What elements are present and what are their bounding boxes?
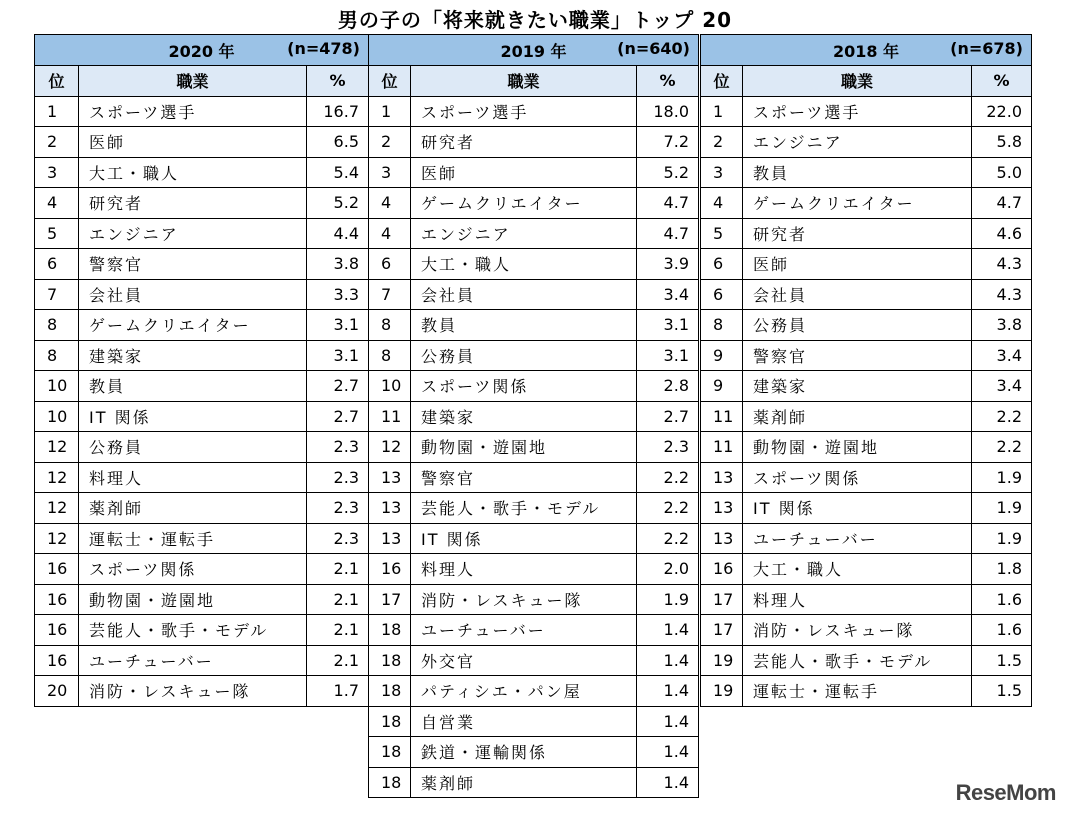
percent-cell: 7.2 [637, 127, 699, 158]
table-row [35, 401, 369, 432]
table-row [35, 432, 369, 463]
rank-cell: 4 [369, 188, 411, 219]
rank-column-header: 位 [369, 66, 411, 97]
job-cell: 建築家 [79, 340, 307, 371]
percent-cell: 2.1 [307, 584, 369, 615]
table-row [369, 279, 699, 310]
job-cell: IT 関係 [411, 523, 637, 554]
rank-cell: 2 [369, 127, 411, 158]
table-row [701, 584, 1032, 615]
table-2019 [368, 34, 699, 798]
table-row [35, 645, 369, 676]
percent-cell: 2.3 [307, 432, 369, 463]
rank-cell: 4 [369, 218, 411, 249]
job-cell: 動物園・遊園地 [79, 584, 307, 615]
rank-cell: 4 [701, 188, 743, 219]
rank-cell: 18 [369, 676, 411, 707]
table-row [35, 371, 369, 402]
rank-cell: 17 [701, 584, 743, 615]
percent-cell: 5.8 [972, 127, 1032, 158]
sample-size: (n=478) [287, 38, 360, 58]
percent-cell: 2.3 [307, 462, 369, 493]
rank-cell: 18 [369, 615, 411, 646]
job-cell: 公務員 [79, 432, 307, 463]
table-row [701, 493, 1032, 524]
table-row [701, 188, 1032, 219]
rank-cell: 12 [35, 523, 79, 554]
table-row [369, 584, 699, 615]
rank-cell: 16 [35, 554, 79, 585]
rank-cell: 10 [369, 371, 411, 402]
rank-cell: 8 [35, 310, 79, 341]
table-row [369, 249, 699, 280]
job-cell: 医師 [743, 249, 972, 280]
job-cell: エンジニア [743, 127, 972, 158]
percent-cell: 2.2 [637, 523, 699, 554]
job-cell: 動物園・遊園地 [411, 432, 637, 463]
table-row [369, 493, 699, 524]
rank-cell: 16 [35, 584, 79, 615]
rank-cell: 2 [35, 127, 79, 158]
percent-cell: 1.4 [637, 676, 699, 707]
table-row [701, 615, 1032, 646]
rank-cell: 18 [369, 737, 411, 768]
job-cell: 教員 [743, 157, 972, 188]
table-row [369, 523, 699, 554]
percent-column-header: % [637, 66, 699, 97]
table-row [35, 554, 369, 585]
table-row [35, 279, 369, 310]
job-cell: 消防・レスキュー隊 [79, 676, 307, 707]
table-row [369, 188, 699, 219]
rank-cell: 10 [35, 401, 79, 432]
percent-cell: 4.4 [307, 218, 369, 249]
job-cell: 公務員 [411, 340, 637, 371]
year-label: 2019 年 [500, 41, 567, 61]
job-cell: 料理人 [743, 584, 972, 615]
rank-cell: 5 [701, 218, 743, 249]
job-column-header: 職業 [411, 66, 637, 97]
table-row [369, 127, 699, 158]
job-cell: 会社員 [743, 279, 972, 310]
rank-cell: 7 [35, 279, 79, 310]
rank-cell: 8 [369, 310, 411, 341]
rank-cell: 13 [369, 462, 411, 493]
job-cell: 鉄道・運輸関係 [411, 737, 637, 768]
rank-cell: 5 [35, 218, 79, 249]
table-row [35, 676, 369, 707]
job-cell: 教員 [79, 371, 307, 402]
table-row [369, 737, 699, 768]
job-cell: 公務員 [743, 310, 972, 341]
table-2018 [700, 34, 1032, 707]
table-row [701, 340, 1032, 371]
table-row [35, 310, 369, 341]
table-row [369, 462, 699, 493]
table-row [701, 371, 1032, 402]
job-cell: 芸能人・歌手・モデル [79, 615, 307, 646]
percent-cell: 2.7 [307, 401, 369, 432]
percent-cell: 3.4 [637, 279, 699, 310]
table-row [701, 645, 1032, 676]
percent-cell: 18.0 [637, 96, 699, 127]
rank-cell: 12 [35, 462, 79, 493]
table-row [35, 96, 369, 127]
percent-cell: 3.4 [972, 371, 1032, 402]
percent-cell: 1.9 [972, 462, 1032, 493]
job-cell: 料理人 [411, 554, 637, 585]
job-cell: ゲームクリエイター [79, 310, 307, 341]
job-cell: スポーツ選手 [79, 96, 307, 127]
rank-cell: 20 [35, 676, 79, 707]
table-row [35, 340, 369, 371]
rank-cell: 13 [369, 493, 411, 524]
job-cell: 外交官 [411, 645, 637, 676]
percent-cell: 4.6 [972, 218, 1032, 249]
table-row [369, 554, 699, 585]
rank-cell: 13 [701, 462, 743, 493]
job-cell: 医師 [411, 157, 637, 188]
job-cell: 大工・職人 [411, 249, 637, 280]
table-row [369, 767, 699, 798]
rank-cell: 16 [35, 645, 79, 676]
table-row [369, 218, 699, 249]
percent-cell: 5.4 [307, 157, 369, 188]
percent-cell: 4.3 [972, 249, 1032, 280]
percent-cell: 2.2 [972, 401, 1032, 432]
table-row [701, 157, 1032, 188]
job-cell: スポーツ選手 [743, 96, 972, 127]
percent-column-header: % [307, 66, 369, 97]
table-row [35, 523, 369, 554]
table-row [369, 96, 699, 127]
table-row [35, 493, 369, 524]
job-cell: 芸能人・歌手・モデル [411, 493, 637, 524]
job-cell: ユーチューバー [411, 615, 637, 646]
table-row [701, 676, 1032, 707]
percent-cell: 2.3 [637, 432, 699, 463]
job-cell: 研究者 [411, 127, 637, 158]
percent-cell: 3.1 [637, 340, 699, 371]
job-cell: エンジニア [79, 218, 307, 249]
rank-column-header: 位 [35, 66, 79, 97]
job-cell: 運転士・運転手 [79, 523, 307, 554]
table-row [701, 127, 1032, 158]
percent-cell: 1.9 [972, 493, 1032, 524]
table-row [369, 157, 699, 188]
percent-cell: 1.4 [637, 645, 699, 676]
job-cell: 運転士・運転手 [743, 676, 972, 707]
percent-cell: 3.8 [972, 310, 1032, 341]
rank-cell: 8 [701, 310, 743, 341]
percent-cell: 3.1 [637, 310, 699, 341]
table-row [369, 615, 699, 646]
rank-cell: 2 [701, 127, 743, 158]
table-row [369, 676, 699, 707]
table-row [35, 157, 369, 188]
page-title: 男の子の「将来就きたい職業」トップ 20 [337, 8, 733, 32]
percent-cell: 2.8 [637, 371, 699, 402]
rank-cell: 1 [369, 96, 411, 127]
rank-cell: 6 [701, 279, 743, 310]
table-row [701, 310, 1032, 341]
rank-cell: 13 [369, 523, 411, 554]
percent-cell: 1.4 [637, 737, 699, 768]
rank-cell: 8 [35, 340, 79, 371]
percent-cell: 2.3 [307, 493, 369, 524]
rank-cell: 13 [701, 493, 743, 524]
percent-column-header: % [972, 66, 1032, 97]
job-column-header: 職業 [79, 66, 307, 97]
job-cell: 動物園・遊園地 [743, 432, 972, 463]
job-cell: 会社員 [411, 279, 637, 310]
rank-cell: 6 [701, 249, 743, 280]
percent-cell: 2.2 [637, 462, 699, 493]
percent-cell: 2.7 [637, 401, 699, 432]
resemom-logo: ReseMom [955, 780, 1056, 805]
year-header [369, 35, 699, 66]
job-cell: ユーチューバー [79, 645, 307, 676]
table-row [369, 706, 699, 737]
percent-cell: 3.1 [307, 310, 369, 341]
rank-cell: 6 [35, 249, 79, 280]
year-label: 2020 年 [168, 41, 235, 61]
percent-cell: 3.1 [307, 340, 369, 371]
table-row [701, 432, 1032, 463]
percent-cell: 1.4 [637, 615, 699, 646]
job-cell: 警察官 [79, 249, 307, 280]
job-cell: 医師 [79, 127, 307, 158]
rank-cell: 18 [369, 767, 411, 798]
percent-cell: 1.5 [972, 645, 1032, 676]
table-row [701, 401, 1032, 432]
sample-size: (n=678) [950, 38, 1023, 58]
table-row [701, 462, 1032, 493]
rank-cell: 3 [701, 157, 743, 188]
table-2020 [34, 34, 369, 707]
table-row [701, 279, 1032, 310]
percent-cell: 1.4 [637, 706, 699, 737]
table-row [369, 432, 699, 463]
job-cell: 研究者 [743, 218, 972, 249]
job-column-header: 職業 [743, 66, 972, 97]
percent-cell: 3.9 [637, 249, 699, 280]
rank-cell: 12 [35, 493, 79, 524]
job-cell: IT 関係 [79, 401, 307, 432]
percent-cell: 2.2 [637, 493, 699, 524]
table-row [369, 310, 699, 341]
job-cell: 芸能人・歌手・モデル [743, 645, 972, 676]
percent-cell: 1.7 [307, 676, 369, 707]
job-cell: パティシエ・パン屋 [411, 676, 637, 707]
job-cell: 消防・レスキュー隊 [411, 584, 637, 615]
percent-cell: 1.9 [972, 523, 1032, 554]
table-row [369, 340, 699, 371]
percent-cell: 4.7 [637, 188, 699, 219]
rank-cell: 12 [35, 432, 79, 463]
year-header [701, 35, 1032, 66]
percent-cell: 5.2 [307, 188, 369, 219]
rank-cell: 6 [369, 249, 411, 280]
percent-cell: 1.6 [972, 615, 1032, 646]
sample-size: (n=640) [617, 38, 690, 58]
rank-cell: 4 [35, 188, 79, 219]
job-cell: 薬剤師 [411, 767, 637, 798]
percent-cell: 16.7 [307, 96, 369, 127]
rank-cell: 16 [35, 615, 79, 646]
percent-cell: 3.3 [307, 279, 369, 310]
table-row [35, 249, 369, 280]
rank-cell: 9 [701, 371, 743, 402]
percent-cell: 4.7 [637, 218, 699, 249]
percent-cell: 2.1 [307, 645, 369, 676]
table-row [701, 554, 1032, 585]
percent-cell: 2.1 [307, 554, 369, 585]
job-cell: 警察官 [743, 340, 972, 371]
year-label: 2018 年 [832, 41, 900, 61]
percent-cell: 1.5 [972, 676, 1032, 707]
job-cell: 料理人 [79, 462, 307, 493]
table-row [701, 218, 1032, 249]
rank-cell: 1 [701, 96, 743, 127]
table-row [35, 584, 369, 615]
percent-cell: 22.0 [972, 96, 1032, 127]
rank-cell: 17 [369, 584, 411, 615]
percent-cell: 1.4 [637, 767, 699, 798]
job-cell: スポーツ関係 [743, 462, 972, 493]
percent-cell: 2.1 [307, 615, 369, 646]
rank-cell: 11 [701, 432, 743, 463]
job-cell: IT 関係 [743, 493, 972, 524]
rank-cell: 19 [701, 676, 743, 707]
rank-cell: 11 [701, 401, 743, 432]
table-row [35, 462, 369, 493]
percent-cell: 5.2 [637, 157, 699, 188]
rank-cell: 19 [701, 645, 743, 676]
rank-cell: 7 [369, 279, 411, 310]
percent-cell: 1.8 [972, 554, 1032, 585]
job-cell: 大工・職人 [79, 157, 307, 188]
job-cell: 警察官 [411, 462, 637, 493]
table-row [701, 249, 1032, 280]
rank-cell: 13 [701, 523, 743, 554]
job-cell: 薬剤師 [743, 401, 972, 432]
rank-cell: 1 [35, 96, 79, 127]
job-cell: スポーツ選手 [411, 96, 637, 127]
rank-cell: 18 [369, 706, 411, 737]
rank-cell: 3 [35, 157, 79, 188]
percent-cell: 5.0 [972, 157, 1032, 188]
percent-cell: 3.8 [307, 249, 369, 280]
job-cell: スポーツ関係 [411, 371, 637, 402]
table-row [35, 615, 369, 646]
rank-column-header: 位 [701, 66, 743, 97]
table-row [701, 96, 1032, 127]
rank-cell: 8 [369, 340, 411, 371]
year-header [35, 35, 369, 66]
rank-cell: 18 [369, 645, 411, 676]
rank-cell: 3 [369, 157, 411, 188]
job-cell: 教員 [411, 310, 637, 341]
rank-cell: 10 [35, 371, 79, 402]
job-cell: ユーチューバー [743, 523, 972, 554]
job-cell: ゲームクリエイター [743, 188, 972, 219]
percent-cell: 1.6 [972, 584, 1032, 615]
percent-cell: 4.7 [972, 188, 1032, 219]
rank-cell: 17 [701, 615, 743, 646]
job-cell: 薬剤師 [79, 493, 307, 524]
job-cell: 会社員 [79, 279, 307, 310]
rank-cell: 16 [701, 554, 743, 585]
job-cell: 大工・職人 [743, 554, 972, 585]
table-row [35, 127, 369, 158]
job-cell: エンジニア [411, 218, 637, 249]
percent-cell: 2.3 [307, 523, 369, 554]
job-cell: 建築家 [411, 401, 637, 432]
table-row [369, 401, 699, 432]
percent-cell: 2.7 [307, 371, 369, 402]
job-cell: 研究者 [79, 188, 307, 219]
percent-cell: 4.3 [972, 279, 1032, 310]
rank-cell: 11 [369, 401, 411, 432]
table-row [35, 188, 369, 219]
rank-cell: 12 [369, 432, 411, 463]
job-cell: 建築家 [743, 371, 972, 402]
table-row [701, 523, 1032, 554]
percent-cell: 2.0 [637, 554, 699, 585]
rank-cell: 16 [369, 554, 411, 585]
table-row [369, 371, 699, 402]
job-cell: 自営業 [411, 706, 637, 737]
percent-cell: 6.5 [307, 127, 369, 158]
job-cell: ゲームクリエイター [411, 188, 637, 219]
percent-cell: 1.9 [637, 584, 699, 615]
table-row [35, 218, 369, 249]
percent-cell: 2.2 [972, 432, 1032, 463]
percent-cell: 3.4 [972, 340, 1032, 371]
table-row [369, 645, 699, 676]
rank-cell: 9 [701, 340, 743, 371]
job-cell: スポーツ関係 [79, 554, 307, 585]
job-cell: 消防・レスキュー隊 [743, 615, 972, 646]
